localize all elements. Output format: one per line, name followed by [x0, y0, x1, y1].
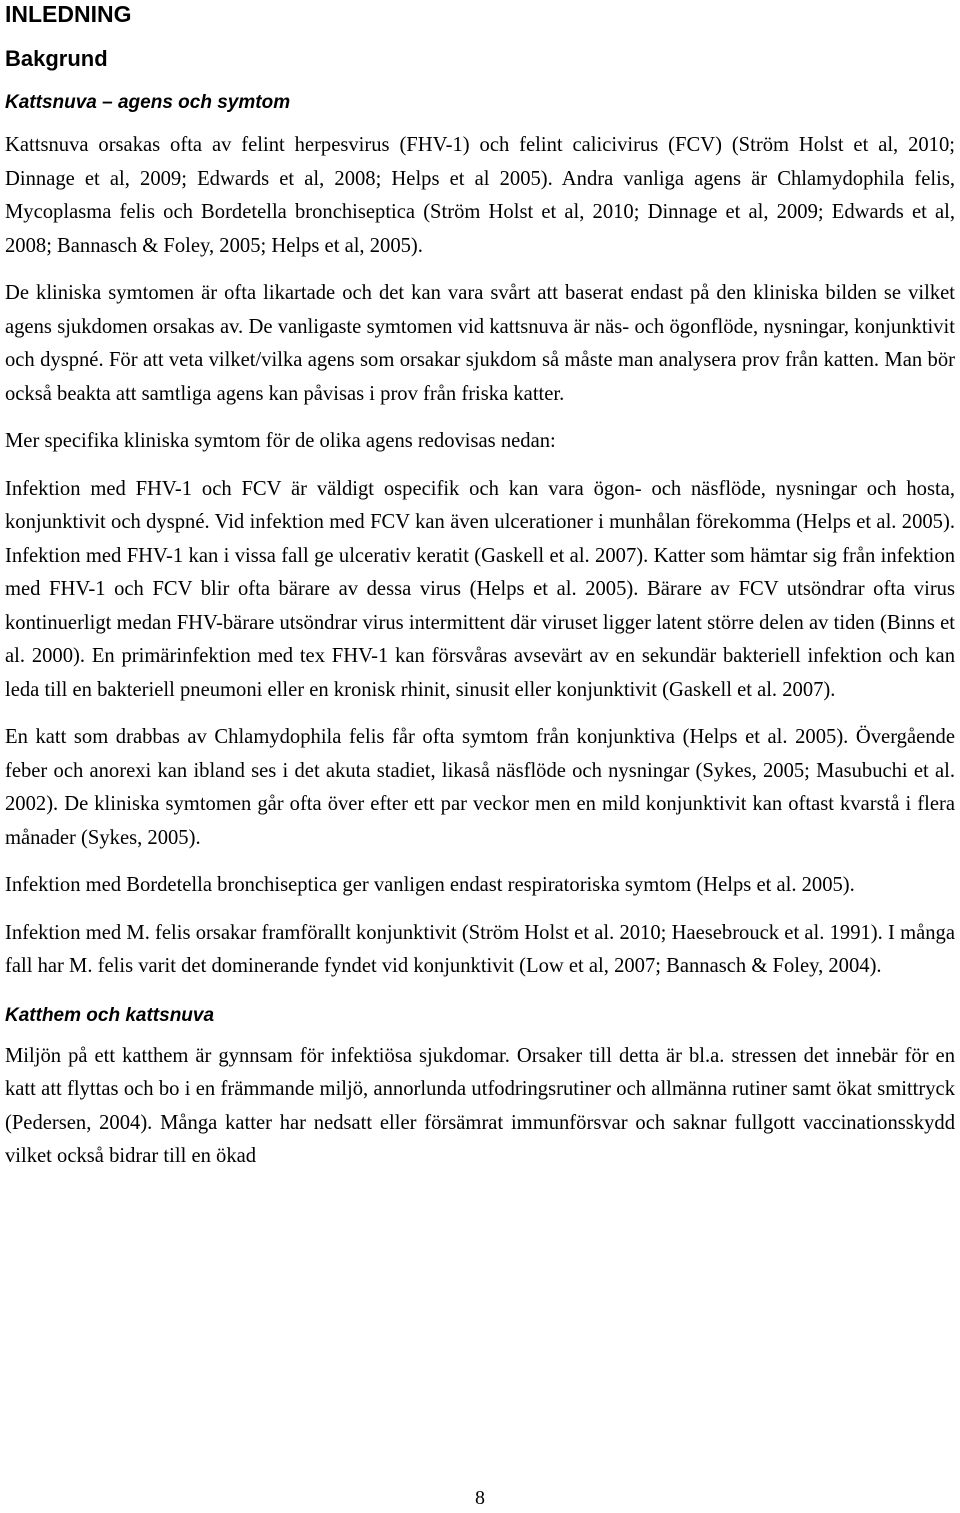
- document-page: [5, 0, 955, 1174]
- paragraph-katthem: Miljön på ett katthem är gynnsam för infektiösa sjukdomar. Orsaker till detta är bl.a. stressen det innebär för en katt att flyttas och bo i en främmande miljö, annorlunda utfodringsrutiner och allmänna rutiner samt ökat smittryck (Pedersen, 2004). Många katter har nedsatt eller försämrat immunförsvar och saknar fullgott vaccinationsskydd vilket också bidrar till en ökad: [5, 1044, 955, 1167]
- page-number: 8: [475, 1487, 485, 1509]
- chapter-heading: INLEDNING: [5, 1, 132, 27]
- paragraph-specifika: Mer specifika kliniska symtom för de olika agens redovisas nedan:: [5, 430, 556, 452]
- paragraph-chlamydophila: En katt som drabbas av Chlamydophila felis får ofta symtom från konjunktiva (Helps et al. 2005). Övergående feber och anorexi kan ibland ses i det akuta stadiet, likaså näsflöde och nysningar (Sykes, 2005; Masubuchi et al. 2002). De kliniska symtomen går ofta över efter ett par veckor men en mild konjunktivit kan oftast kvarstå i flera månader (Sykes, 2005).: [5, 726, 955, 849]
- paragraph-bordetella: Infektion med Bordetella bronchiseptica ger vanligen endast respiratoriska symtom (Helps et al. 2005).: [5, 874, 855, 896]
- subsection-heading-katthem: Katthem och kattsnuva: [5, 1004, 215, 1026]
- paragraph-fhv-fcv: Infektion med FHV-1 och FCV är väldigt ospecifik och kan vara ögon- och näsflöde, nysningar och hosta, konjunktivit och dyspné. Vid infektion med FCV kan även ulcerationer i munhålan förekomma (Helps et al. 2005). Infektion med FHV-1 kan i vissa fall ge ulcerativ keratit (Gaskell et al. 2007). Katter som hämtar sig från infektion med FHV-1 och FCV blir ofta bärare av dessa virus (Helps et al. 2005). Bärare av FCV utsöndrar ofta virus kontinuerligt medan FHV-bärare utsöndrar virus intermittent där viruset ligger latent större delen av tiden (Binns et al. 2000). En primärinfektion med tex FHV-1 kan försvåras avsevärt av en sekundär bakteriell infektion och kan leda till en bakteriell pneumoni eller en kronisk rhinit, sinusit eller konjunktivit (Gaskell et al. 2007).: [5, 477, 955, 701]
- section-heading: Bakgrund: [5, 46, 108, 71]
- paragraph-mycoplasma: Infektion med M. felis orsakar framförallt konjunktivit (Ström Holst et al. 2010; Haesebrouck et al. 1991). I många fall har M. felis varit det dominerande fyndet vid konjunktivit (Low et al, 2007; Bannasch & Foley, 2004).: [5, 921, 955, 977]
- subsection-heading-agens: Kattsnuva – agens och symtom: [5, 92, 291, 113]
- paragraph-agens: Kattsnuva orsakas ofta av felint herpesvirus (FHV-1) och felint calicivirus (FCV) (Ström Holst et al, 2010; Dinnage et al, 2009; Edwards et al, 2008; Helps et al 2005). Andra vanliga agens är Chlamydophila felis, Mycoplasma felis och Bordetella bronchiseptica (Ström Holst et al, 2010; Dinnage et al, 2009; Edwards et al, 2008; Bannasch & Foley, 2005; Helps et al, 2005).: [5, 134, 955, 257]
- paragraph-symtom: De kliniska symtomen är ofta likartade och det kan vara svårt att baserat endast på den kliniska bilden se vilket agens sjukdomen orsakas av. De vanligaste symtomen vid kattsnuva är näs- och ögonflöde, nysningar, konjunktivit och dyspné. För att veta vilket/vilka agens som orsakar sjukdom så måste man analysera prov från katten. Man bör också beakta att samtliga agens kan påvisas i prov från friska katter.: [5, 282, 955, 405]
